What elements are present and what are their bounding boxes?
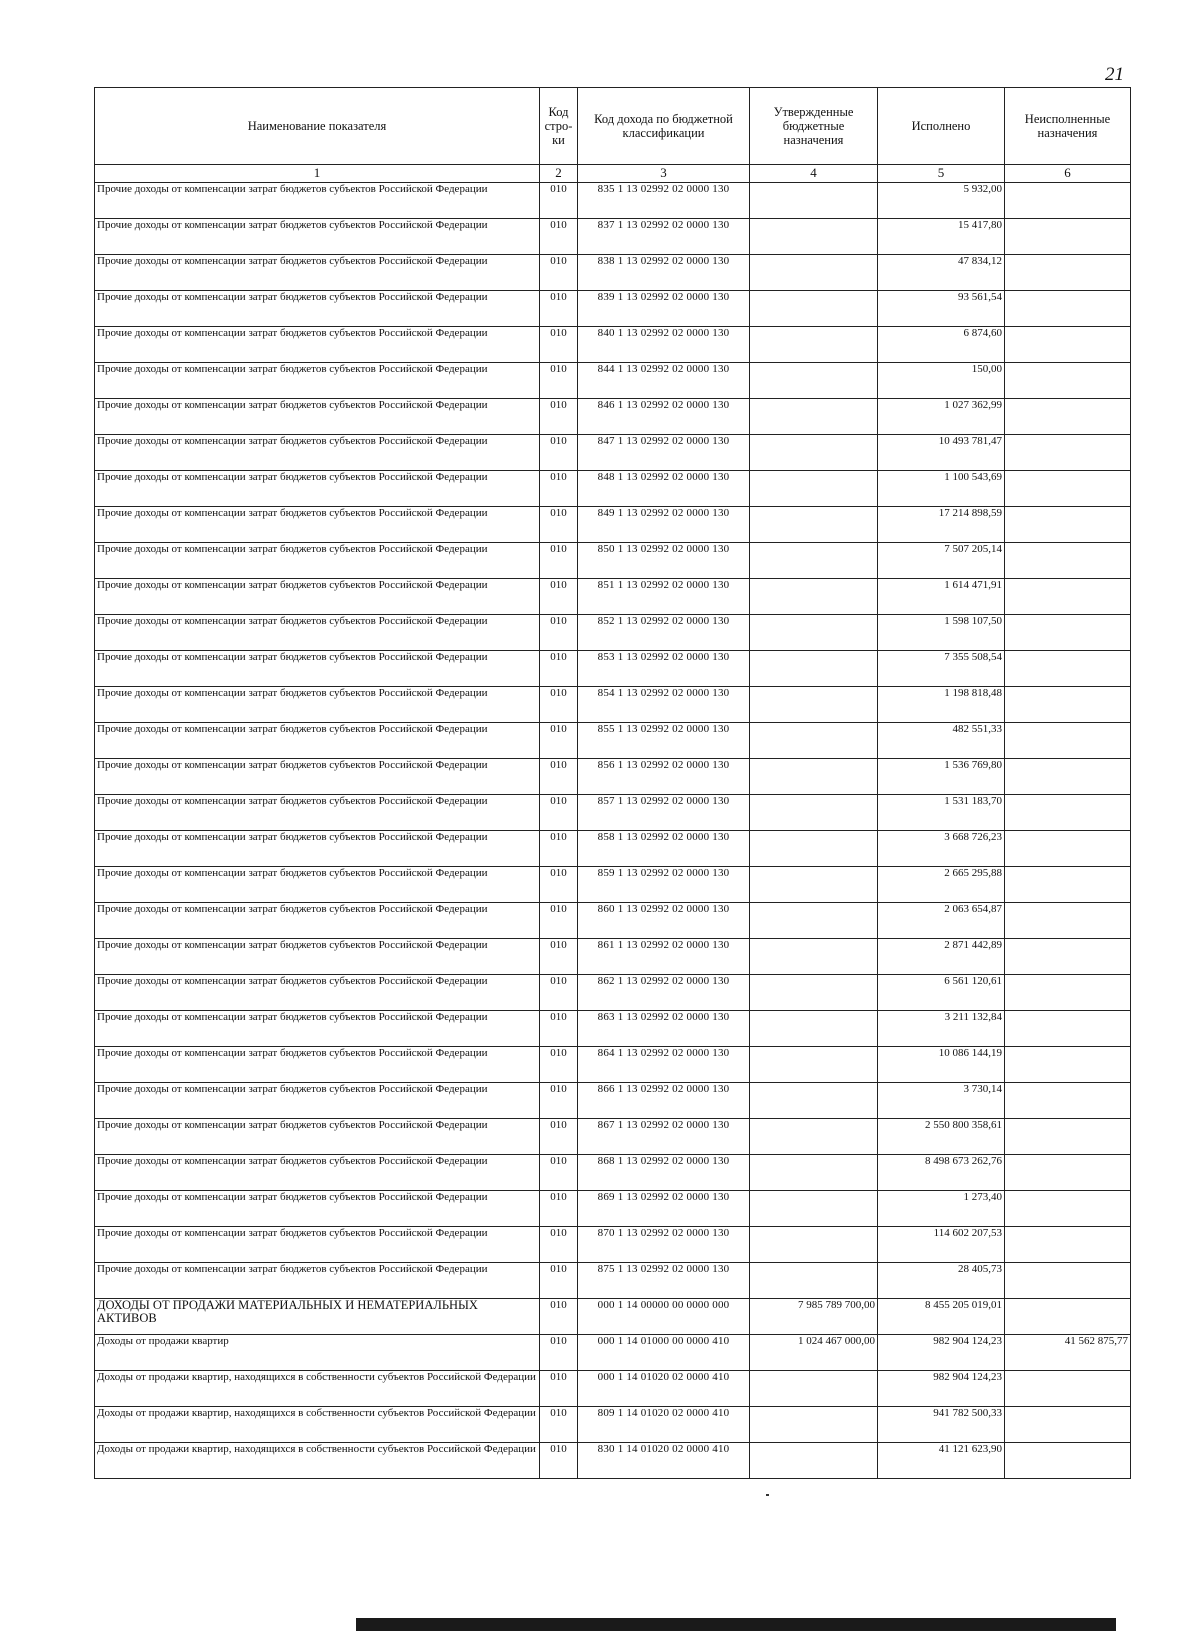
table-body xyxy=(95,183,1131,1479)
table-row xyxy=(95,1119,1131,1155)
row-unexecuted-cell xyxy=(1005,399,1131,435)
row-line-code-cell: 010 xyxy=(540,1191,578,1227)
row-unexecuted-cell xyxy=(1005,543,1131,579)
row-unexecuted-cell xyxy=(1005,615,1131,651)
row-unexecuted-cell xyxy=(1005,831,1131,867)
row-executed-cell: 10 086 144,19 xyxy=(878,1047,1005,1083)
row-revenue-code-cell: 867 1 13 02992 02 0000 130 xyxy=(578,1119,750,1155)
row-revenue-code-cell: 847 1 13 02992 02 0000 130 xyxy=(578,435,750,471)
table-row xyxy=(95,1191,1131,1227)
row-name-cell: Прочие доходы от компенсации затрат бюджетов субъектов Российской Федерации xyxy=(95,939,540,975)
row-revenue-code-cell: 837 1 13 02992 02 0000 130 xyxy=(578,219,750,255)
table-row xyxy=(95,363,1131,399)
row-approved-cell xyxy=(750,255,878,291)
row-revenue-code-cell: 848 1 13 02992 02 0000 130 xyxy=(578,471,750,507)
row-name-cell: Прочие доходы от компенсации затрат бюджетов субъектов Российской Федерации xyxy=(95,1227,540,1263)
row-name-cell: Прочие доходы от компенсации затрат бюджетов субъектов Российской Федерации xyxy=(95,543,540,579)
row-executed-cell: 15 417,80 xyxy=(878,219,1005,255)
row-unexecuted-cell xyxy=(1005,1263,1131,1299)
row-unexecuted-cell xyxy=(1005,1227,1131,1263)
row-unexecuted-cell xyxy=(1005,255,1131,291)
row-line-code-cell: 010 xyxy=(540,867,578,903)
row-executed-cell: 2 871 442,89 xyxy=(878,939,1005,975)
row-revenue-code-cell: 857 1 13 02992 02 0000 130 xyxy=(578,795,750,831)
row-name-cell: Прочие доходы от компенсации затрат бюджетов субъектов Российской Федерации xyxy=(95,867,540,903)
row-line-code-cell: 010 xyxy=(540,1335,578,1371)
row-line-code-cell: 010 xyxy=(540,939,578,975)
row-revenue-code-cell: 850 1 13 02992 02 0000 130 xyxy=(578,543,750,579)
row-approved-cell xyxy=(750,867,878,903)
row-approved-cell: 1 024 467 000,00 xyxy=(750,1335,878,1371)
table-row xyxy=(95,651,1131,687)
row-approved-cell xyxy=(750,975,878,1011)
row-revenue-code-cell: 859 1 13 02992 02 0000 130 xyxy=(578,867,750,903)
table-row xyxy=(95,1263,1131,1299)
row-name-cell: Прочие доходы от компенсации затрат бюджетов субъектов Российской Федерации xyxy=(95,1263,540,1299)
row-approved-cell xyxy=(750,795,878,831)
column-header-approved: Утвержденные бюджетные назначения xyxy=(750,88,878,165)
row-unexecuted-cell xyxy=(1005,723,1131,759)
column-number: 3 xyxy=(578,165,750,183)
row-line-code-cell: 010 xyxy=(540,975,578,1011)
row-name-cell: Прочие доходы от компенсации затрат бюджетов субъектов Российской Федерации xyxy=(95,1047,540,1083)
row-line-code-cell: 010 xyxy=(540,471,578,507)
table-row xyxy=(95,1083,1131,1119)
row-approved-cell xyxy=(750,183,878,219)
column-number: 2 xyxy=(540,165,578,183)
row-approved-cell xyxy=(750,687,878,723)
row-revenue-code-cell: 846 1 13 02992 02 0000 130 xyxy=(578,399,750,435)
row-line-code-cell: 010 xyxy=(540,903,578,939)
row-line-code-cell: 010 xyxy=(540,1227,578,1263)
page-number: 21 xyxy=(1105,64,1124,85)
table-row xyxy=(95,759,1131,795)
row-executed-cell: 2 550 800 358,61 xyxy=(878,1119,1005,1155)
row-executed-cell: 1 100 543,69 xyxy=(878,471,1005,507)
row-approved-cell xyxy=(750,1227,878,1263)
row-name-cell: Прочие доходы от компенсации затрат бюджетов субъектов Российской Федерации xyxy=(95,795,540,831)
row-unexecuted-cell xyxy=(1005,1119,1131,1155)
row-unexecuted-cell xyxy=(1005,1155,1131,1191)
row-name-cell: Прочие доходы от компенсации затрат бюджетов субъектов Российской Федерации xyxy=(95,1011,540,1047)
row-line-code-cell: 010 xyxy=(540,1155,578,1191)
scan-edge-bar xyxy=(356,1618,1116,1631)
row-executed-cell: 1 536 769,80 xyxy=(878,759,1005,795)
row-line-code-cell: 010 xyxy=(540,1083,578,1119)
row-name-cell: Прочие доходы от компенсации затрат бюджетов субъектов Российской Федерации xyxy=(95,1119,540,1155)
row-approved-cell xyxy=(750,939,878,975)
row-revenue-code-cell: 875 1 13 02992 02 0000 130 xyxy=(578,1263,750,1299)
row-revenue-code-cell: 000 1 14 01000 00 0000 410 xyxy=(578,1335,750,1371)
row-revenue-code-cell: 863 1 13 02992 02 0000 130 xyxy=(578,1011,750,1047)
table-row xyxy=(95,219,1131,255)
row-line-code-cell: 010 xyxy=(540,399,578,435)
row-unexecuted-cell xyxy=(1005,1407,1131,1443)
row-unexecuted-cell xyxy=(1005,651,1131,687)
row-executed-cell: 941 782 500,33 xyxy=(878,1407,1005,1443)
row-executed-cell: 3 730,14 xyxy=(878,1083,1005,1119)
row-unexecuted-cell xyxy=(1005,975,1131,1011)
row-unexecuted-cell xyxy=(1005,1443,1131,1479)
table-row xyxy=(95,939,1131,975)
row-executed-cell: 982 904 124,23 xyxy=(878,1335,1005,1371)
row-unexecuted-cell xyxy=(1005,1191,1131,1227)
row-line-code-cell: 010 xyxy=(540,435,578,471)
row-line-code-cell: 010 xyxy=(540,183,578,219)
row-unexecuted-cell xyxy=(1005,795,1131,831)
row-executed-cell: 1 027 362,99 xyxy=(878,399,1005,435)
table-row xyxy=(95,1011,1131,1047)
row-executed-cell: 93 561,54 xyxy=(878,291,1005,327)
table-row xyxy=(95,795,1131,831)
row-line-code-cell: 010 xyxy=(540,363,578,399)
table-row xyxy=(95,975,1131,1011)
row-unexecuted-cell xyxy=(1005,507,1131,543)
column-header-name: Наименование показателя xyxy=(95,88,540,165)
row-approved-cell xyxy=(750,1083,878,1119)
column-number: 5 xyxy=(878,165,1005,183)
row-executed-cell: 2 063 654,87 xyxy=(878,903,1005,939)
row-line-code-cell: 010 xyxy=(540,759,578,795)
row-approved-cell xyxy=(750,1407,878,1443)
row-line-code-cell: 010 xyxy=(540,1371,578,1407)
row-unexecuted-cell xyxy=(1005,471,1131,507)
row-executed-cell: 6 874,60 xyxy=(878,327,1005,363)
row-approved-cell xyxy=(750,363,878,399)
table-row xyxy=(95,1299,1131,1335)
row-unexecuted-cell xyxy=(1005,939,1131,975)
row-approved-cell xyxy=(750,1155,878,1191)
row-revenue-code-cell: 862 1 13 02992 02 0000 130 xyxy=(578,975,750,1011)
table-row xyxy=(95,543,1131,579)
row-executed-cell: 7 355 508,54 xyxy=(878,651,1005,687)
row-executed-cell: 1 614 471,91 xyxy=(878,579,1005,615)
row-name-cell: Доходы от продажи квартир xyxy=(95,1335,540,1371)
row-approved-cell xyxy=(750,615,878,651)
row-approved-cell xyxy=(750,1119,878,1155)
column-header-line-code: Код стро-ки xyxy=(540,88,578,165)
row-revenue-code-cell: 839 1 13 02992 02 0000 130 xyxy=(578,291,750,327)
row-revenue-code-cell: 830 1 14 01020 02 0000 410 xyxy=(578,1443,750,1479)
row-unexecuted-cell xyxy=(1005,1047,1131,1083)
row-executed-cell: 482 551,33 xyxy=(878,723,1005,759)
row-executed-cell: 28 405,73 xyxy=(878,1263,1005,1299)
row-revenue-code-cell: 851 1 13 02992 02 0000 130 xyxy=(578,579,750,615)
row-approved-cell xyxy=(750,1047,878,1083)
row-name-cell: Доходы от продажи квартир, находящихся в собственности субъектов Российской Федерации xyxy=(95,1443,540,1479)
row-approved-cell xyxy=(750,219,878,255)
row-executed-cell: 17 214 898,59 xyxy=(878,507,1005,543)
row-line-code-cell: 010 xyxy=(540,255,578,291)
header-row xyxy=(95,88,1131,165)
row-approved-cell xyxy=(750,651,878,687)
row-unexecuted-cell xyxy=(1005,1011,1131,1047)
row-approved-cell xyxy=(750,543,878,579)
row-unexecuted-cell xyxy=(1005,363,1131,399)
row-name-cell: Прочие доходы от компенсации затрат бюджетов субъектов Российской Федерации xyxy=(95,255,540,291)
row-revenue-code-cell: 855 1 13 02992 02 0000 130 xyxy=(578,723,750,759)
table-row xyxy=(95,1227,1131,1263)
row-line-code-cell: 010 xyxy=(540,795,578,831)
row-name-cell: Прочие доходы от компенсации затрат бюджетов субъектов Российской Федерации xyxy=(95,615,540,651)
row-approved-cell xyxy=(750,471,878,507)
row-revenue-code-cell: 854 1 13 02992 02 0000 130 xyxy=(578,687,750,723)
row-revenue-code-cell: 000 1 14 00000 00 0000 000 xyxy=(578,1299,750,1335)
table-row xyxy=(95,183,1131,219)
row-executed-cell: 8 455 205 019,01 xyxy=(878,1299,1005,1335)
row-name-cell: Доходы от продажи квартир, находящихся в собственности субъектов Российской Федерации xyxy=(95,1407,540,1443)
table-row xyxy=(95,1443,1131,1479)
row-executed-cell: 150,00 xyxy=(878,363,1005,399)
row-approved-cell xyxy=(750,831,878,867)
row-name-cell: Прочие доходы от компенсации затрат бюджетов субъектов Российской Федерации xyxy=(95,1191,540,1227)
row-executed-cell: 10 493 781,47 xyxy=(878,435,1005,471)
row-line-code-cell: 010 xyxy=(540,1011,578,1047)
table-row xyxy=(95,1155,1131,1191)
row-revenue-code-cell: 853 1 13 02992 02 0000 130 xyxy=(578,651,750,687)
row-line-code-cell: 010 xyxy=(540,543,578,579)
row-line-code-cell: 010 xyxy=(540,687,578,723)
row-line-code-cell: 010 xyxy=(540,327,578,363)
column-header-executed: Исполнено xyxy=(878,88,1005,165)
row-revenue-code-cell: 866 1 13 02992 02 0000 130 xyxy=(578,1083,750,1119)
table-row xyxy=(95,687,1131,723)
row-unexecuted-cell xyxy=(1005,687,1131,723)
row-executed-cell: 6 561 120,61 xyxy=(878,975,1005,1011)
row-name-cell: Прочие доходы от компенсации затрат бюджетов субъектов Российской Федерации xyxy=(95,903,540,939)
row-executed-cell: 47 834,12 xyxy=(878,255,1005,291)
row-unexecuted-cell xyxy=(1005,903,1131,939)
row-approved-cell xyxy=(750,327,878,363)
row-executed-cell: 3 668 726,23 xyxy=(878,831,1005,867)
row-name-cell: Прочие доходы от компенсации затрат бюджетов субъектов Российской Федерации xyxy=(95,363,540,399)
row-unexecuted-cell xyxy=(1005,759,1131,795)
table-row xyxy=(95,435,1131,471)
row-executed-cell: 114 602 207,53 xyxy=(878,1227,1005,1263)
row-executed-cell: 1 198 818,48 xyxy=(878,687,1005,723)
row-unexecuted-cell xyxy=(1005,183,1131,219)
row-line-code-cell: 010 xyxy=(540,831,578,867)
row-line-code-cell: 010 xyxy=(540,1443,578,1479)
row-revenue-code-cell: 844 1 13 02992 02 0000 130 xyxy=(578,363,750,399)
row-revenue-code-cell: 840 1 13 02992 02 0000 130 xyxy=(578,327,750,363)
row-approved-cell xyxy=(750,903,878,939)
row-line-code-cell: 010 xyxy=(540,579,578,615)
row-executed-cell: 5 932,00 xyxy=(878,183,1005,219)
column-number: 1 xyxy=(95,165,540,183)
row-line-code-cell: 010 xyxy=(540,1299,578,1335)
row-revenue-code-cell: 868 1 13 02992 02 0000 130 xyxy=(578,1155,750,1191)
row-revenue-code-cell: 809 1 14 01020 02 0000 410 xyxy=(578,1407,750,1443)
row-name-cell: Прочие доходы от компенсации затрат бюджетов субъектов Российской Федерации xyxy=(95,579,540,615)
row-unexecuted-cell xyxy=(1005,1083,1131,1119)
row-approved-cell xyxy=(750,1011,878,1047)
row-revenue-code-cell: 861 1 13 02992 02 0000 130 xyxy=(578,939,750,975)
row-name-cell: Прочие доходы от компенсации затрат бюджетов субъектов Российской Федерации xyxy=(95,651,540,687)
row-revenue-code-cell: 870 1 13 02992 02 0000 130 xyxy=(578,1227,750,1263)
row-unexecuted-cell xyxy=(1005,435,1131,471)
column-number-row xyxy=(95,165,1131,183)
table-row xyxy=(95,831,1131,867)
row-name-cell: Прочие доходы от компенсации затрат бюджетов субъектов Российской Федерации xyxy=(95,1155,540,1191)
row-approved-cell xyxy=(750,1263,878,1299)
table-row xyxy=(95,579,1131,615)
row-name-cell: Прочие доходы от компенсации затрат бюджетов субъектов Российской Федерации xyxy=(95,831,540,867)
row-name-cell: Прочие доходы от компенсации затрат бюджетов субъектов Российской Федерации xyxy=(95,219,540,255)
table-row xyxy=(95,1407,1131,1443)
column-header-unexecuted: Неисполненные назначения xyxy=(1005,88,1131,165)
row-unexecuted-cell: 41 562 875,77 xyxy=(1005,1335,1131,1371)
row-name-cell: Прочие доходы от компенсации затрат бюджетов субъектов Российской Федерации xyxy=(95,759,540,795)
row-name-cell: Прочие доходы от компенсации затрат бюджетов субъектов Российской Федерации xyxy=(95,471,540,507)
row-executed-cell: 2 665 295,88 xyxy=(878,867,1005,903)
table-row xyxy=(95,255,1131,291)
table-row xyxy=(95,903,1131,939)
row-approved-cell xyxy=(750,435,878,471)
row-name-cell: Прочие доходы от компенсации затрат бюджетов субъектов Российской Федерации xyxy=(95,507,540,543)
row-name-cell: Прочие доходы от компенсации затрат бюджетов субъектов Российской Федерации xyxy=(95,327,540,363)
row-name-cell: Прочие доходы от компенсации затрат бюджетов субъектов Российской Федерации xyxy=(95,291,540,327)
row-revenue-code-cell: 849 1 13 02992 02 0000 130 xyxy=(578,507,750,543)
scan-mark xyxy=(766,1494,769,1496)
row-executed-cell: 41 121 623,90 xyxy=(878,1443,1005,1479)
table-row xyxy=(95,291,1131,327)
row-name-cell: Доходы от продажи квартир, находящихся в собственности субъектов Российской Федерации xyxy=(95,1371,540,1407)
row-approved-cell xyxy=(750,291,878,327)
row-name-cell: Прочие доходы от компенсации затрат бюджетов субъектов Российской Федерации xyxy=(95,399,540,435)
row-line-code-cell: 010 xyxy=(540,1047,578,1083)
row-name-cell: ДОХОДЫ ОТ ПРОДАЖИ МАТЕРИАЛЬНЫХ И НЕМАТЕРИАЛЬНЫХ АКТИВОВ xyxy=(95,1299,540,1335)
row-approved-cell xyxy=(750,1191,878,1227)
row-approved-cell xyxy=(750,759,878,795)
column-number: 6 xyxy=(1005,165,1131,183)
row-approved-cell xyxy=(750,399,878,435)
row-executed-cell: 1 598 107,50 xyxy=(878,615,1005,651)
row-line-code-cell: 010 xyxy=(540,219,578,255)
row-revenue-code-cell: 864 1 13 02992 02 0000 130 xyxy=(578,1047,750,1083)
row-line-code-cell: 010 xyxy=(540,1119,578,1155)
table-row xyxy=(95,327,1131,363)
row-revenue-code-cell: 838 1 13 02992 02 0000 130 xyxy=(578,255,750,291)
budget-revenue-table xyxy=(94,87,1131,1479)
row-executed-cell: 8 498 673 262,76 xyxy=(878,1155,1005,1191)
row-executed-cell: 1 273,40 xyxy=(878,1191,1005,1227)
row-approved-cell xyxy=(750,1371,878,1407)
row-approved-cell xyxy=(750,507,878,543)
row-line-code-cell: 010 xyxy=(540,1263,578,1299)
row-name-cell: Прочие доходы от компенсации затрат бюджетов субъектов Российской Федерации xyxy=(95,435,540,471)
table-row xyxy=(95,471,1131,507)
row-revenue-code-cell: 869 1 13 02992 02 0000 130 xyxy=(578,1191,750,1227)
row-unexecuted-cell xyxy=(1005,327,1131,363)
row-executed-cell: 7 507 205,14 xyxy=(878,543,1005,579)
table-row xyxy=(95,1047,1131,1083)
column-header-revenue-code: Код дохода по бюджетной классификации xyxy=(578,88,750,165)
row-approved-cell xyxy=(750,1443,878,1479)
row-revenue-code-cell: 860 1 13 02992 02 0000 130 xyxy=(578,903,750,939)
table-row xyxy=(95,1371,1131,1407)
row-unexecuted-cell xyxy=(1005,1299,1131,1335)
row-unexecuted-cell xyxy=(1005,1371,1131,1407)
table-row xyxy=(95,507,1131,543)
row-unexecuted-cell xyxy=(1005,579,1131,615)
row-revenue-code-cell: 000 1 14 01020 02 0000 410 xyxy=(578,1371,750,1407)
row-executed-cell: 982 904 124,23 xyxy=(878,1371,1005,1407)
table-row xyxy=(95,399,1131,435)
row-name-cell: Прочие доходы от компенсации затрат бюджетов субъектов Российской Федерации xyxy=(95,723,540,759)
row-revenue-code-cell: 835 1 13 02992 02 0000 130 xyxy=(578,183,750,219)
row-approved-cell: 7 985 789 700,00 xyxy=(750,1299,878,1335)
row-unexecuted-cell xyxy=(1005,291,1131,327)
row-executed-cell: 1 531 183,70 xyxy=(878,795,1005,831)
row-approved-cell xyxy=(750,579,878,615)
table-row xyxy=(95,615,1131,651)
row-approved-cell xyxy=(750,723,878,759)
row-name-cell: Прочие доходы от компенсации затрат бюджетов субъектов Российской Федерации xyxy=(95,687,540,723)
row-unexecuted-cell xyxy=(1005,219,1131,255)
row-revenue-code-cell: 852 1 13 02992 02 0000 130 xyxy=(578,615,750,651)
row-revenue-code-cell: 856 1 13 02992 02 0000 130 xyxy=(578,759,750,795)
row-line-code-cell: 010 xyxy=(540,507,578,543)
row-unexecuted-cell xyxy=(1005,867,1131,903)
table-row xyxy=(95,867,1131,903)
row-name-cell: Прочие доходы от компенсации затрат бюджетов субъектов Российской Федерации xyxy=(95,975,540,1011)
row-line-code-cell: 010 xyxy=(540,1407,578,1443)
table-row xyxy=(95,723,1131,759)
row-revenue-code-cell: 858 1 13 02992 02 0000 130 xyxy=(578,831,750,867)
column-number: 4 xyxy=(750,165,878,183)
table-row xyxy=(95,1335,1131,1371)
row-line-code-cell: 010 xyxy=(540,723,578,759)
row-line-code-cell: 010 xyxy=(540,651,578,687)
row-name-cell: Прочие доходы от компенсации затрат бюджетов субъектов Российской Федерации xyxy=(95,1083,540,1119)
row-executed-cell: 3 211 132,84 xyxy=(878,1011,1005,1047)
row-line-code-cell: 010 xyxy=(540,615,578,651)
row-line-code-cell: 010 xyxy=(540,291,578,327)
row-name-cell: Прочие доходы от компенсации затрат бюджетов субъектов Российской Федерации xyxy=(95,183,540,219)
